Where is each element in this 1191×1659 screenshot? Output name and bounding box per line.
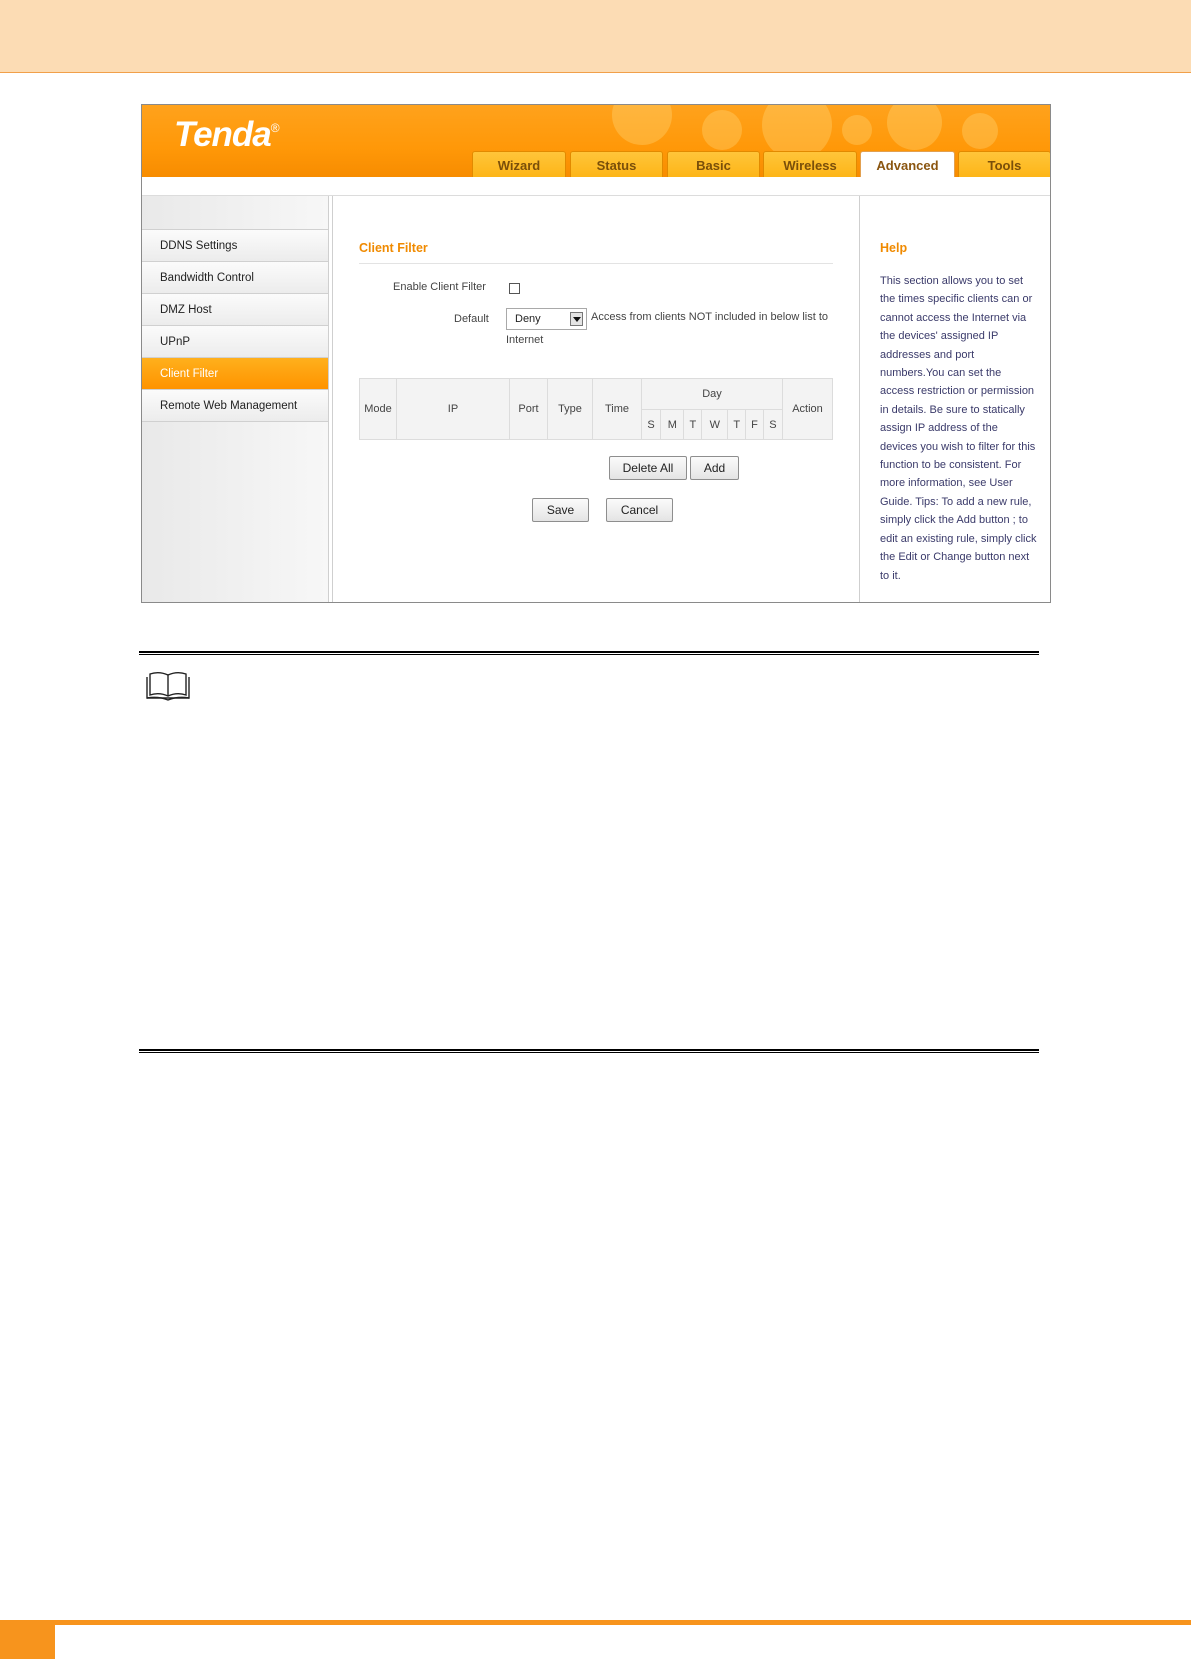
help-text: This section allows you to set the times specific clients can or cannot access the Internet via the devices' assigned IP addresses and port numbers.You can set the access restriction or permission in details. Be sure to statically assign IP address of the devices you wish to filter for this function to be consistent. For more information, see User Guide. Tips: To add a new rule, simply click the Add button ; to edit an existing rule, simply click the Edit or Change button next to it. <box>880 275 1037 582</box>
col-time: Time <box>593 379 642 440</box>
col-ip: IP <box>397 379 510 440</box>
col-mode: Mode <box>360 379 397 440</box>
day-saturday: S <box>763 410 782 440</box>
default-policy-select[interactable] <box>506 308 587 330</box>
default-policy-note: Access from clients NOT included in below list to <box>591 311 828 323</box>
delete-all-button[interactable]: Delete All <box>609 456 687 480</box>
default-policy-note-cont: Internet <box>506 334 544 346</box>
help-title: Help <box>880 241 908 255</box>
book-icon <box>143 671 193 708</box>
cancel-button[interactable]: Cancel <box>606 498 673 522</box>
tab-wizard[interactable]: Wizard <box>472 151 566 177</box>
decor-bubble <box>962 113 998 149</box>
help-panel <box>859 196 1051 602</box>
sidebar-item-dmz-host[interactable]: DMZ Host <box>142 294 328 326</box>
col-action: Action <box>783 379 833 440</box>
sidebar-item-remote-web-management[interactable]: Remote Web Management <box>142 390 328 422</box>
sidebar-header <box>142 196 328 230</box>
chevron-down-icon <box>570 312 583 326</box>
title-divider <box>359 263 833 264</box>
header-banner <box>142 105 1050 177</box>
sidebar-item-client-filter[interactable]: Client Filter <box>142 358 328 390</box>
tab-wireless[interactable]: Wireless <box>763 151 857 177</box>
decor-bubble <box>612 105 672 145</box>
default-label: Default <box>454 313 489 325</box>
decor-bubble <box>887 105 942 150</box>
enable-client-filter-checkbox[interactable] <box>509 283 520 294</box>
tab-status[interactable]: Status <box>570 151 663 177</box>
sub-nav-strip <box>142 177 1050 196</box>
tenda-logo: Tenda® <box>174 115 279 154</box>
note-box-top-rule <box>139 651 1039 655</box>
router-admin-window <box>141 104 1051 603</box>
sidebar <box>142 196 329 602</box>
day-sunday: S <box>642 410 661 440</box>
client-filter-panel <box>332 196 859 602</box>
footer-rule <box>0 1620 1191 1625</box>
col-day: Day <box>642 379 783 410</box>
page-title: Client Filter <box>359 241 428 255</box>
day-tuesday: T <box>684 410 702 440</box>
decor-bubble <box>842 115 872 145</box>
decor-bubble <box>702 110 742 150</box>
day-thursday: T <box>728 410 746 440</box>
sidebar-item-upnp[interactable]: UPnP <box>142 326 328 358</box>
footer-page-tab <box>0 1625 55 1659</box>
col-port: Port <box>510 379 548 440</box>
tab-advanced[interactable]: Advanced <box>860 151 955 177</box>
note-box-bottom-rule <box>139 1049 1039 1053</box>
day-monday: M <box>661 410 684 440</box>
save-button[interactable]: Save <box>532 498 589 522</box>
document-header-band <box>0 0 1191 73</box>
sidebar-item-ddns-settings[interactable]: DDNS Settings <box>142 230 328 262</box>
enable-client-filter-label: Enable Client Filter <box>393 281 486 293</box>
sidebar-item-bandwidth-control[interactable]: Bandwidth Control <box>142 262 328 294</box>
col-type: Type <box>548 379 593 440</box>
filter-rules-table <box>359 378 833 440</box>
day-friday: F <box>746 410 764 440</box>
tab-basic[interactable]: Basic <box>667 151 760 177</box>
default-policy-value: Deny <box>515 313 541 325</box>
day-wednesday: W <box>702 410 728 440</box>
add-button[interactable]: Add <box>690 456 739 480</box>
tab-tools[interactable]: Tools <box>958 151 1050 177</box>
